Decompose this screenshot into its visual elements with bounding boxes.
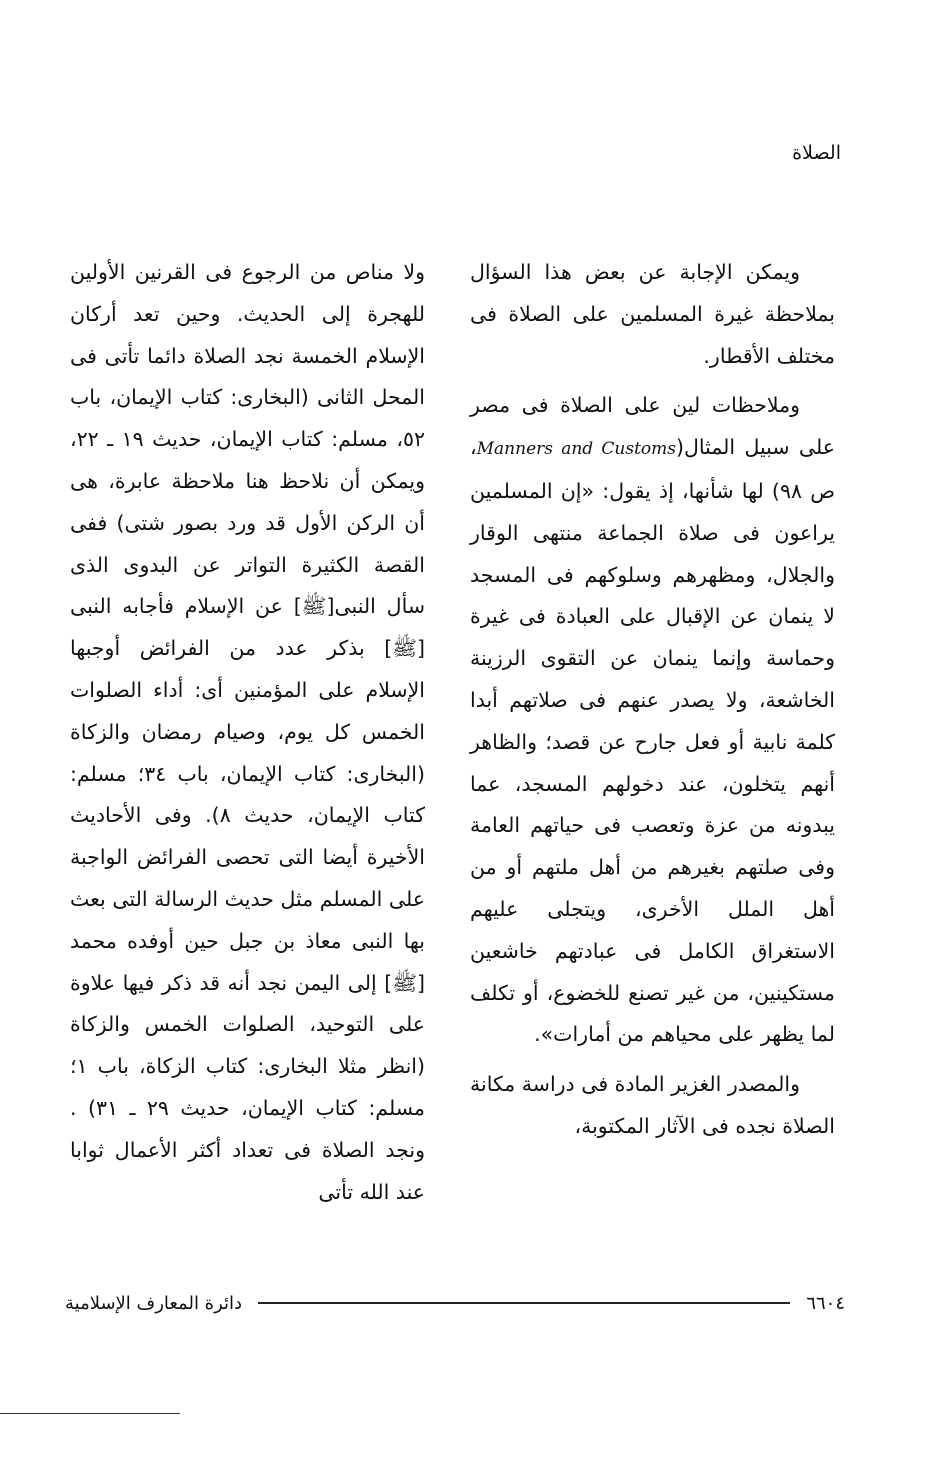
left-column	[70, 252, 425, 1213]
book-title-latin: Manners and Customs	[476, 439, 676, 460]
paragraph-3: والمصدر الغزير المادة فى دراسة مكانة الصلاة نجده فى الآثار المكتوبة،	[470, 1072, 835, 1138]
page-number: ٦٦٠٤	[806, 1292, 845, 1314]
page-footer	[65, 1288, 845, 1318]
running-header: الصلاة	[792, 142, 841, 164]
left-column-text: ولا مناص من الرجوع فى القرنين الأولين للهجرة إلى الحديث. وحين تعد أركان الإسلام الخمسة نجد الصلاة دائما تأتى فى المحل الثانى (البخارى: كتاب الإيمان، باب ٥٢، مسلم: كتاب الإيمان، حديث ١٩ ـ ٢٢، ويمكن أن نلاحظ هنا ملاحظة عابرة، هى أن الركن الأول قد ورد بصور شتى) ففى القصة الكثيرة التواتر عن البدوى الذى سأل النبى[ﷺ] عن الإسلام فأجابه النبى [ﷺ] بذكر عدد من الفرائض أوجبها الإسلام على المؤمنين أى: أداء الصلوات الخمس كل يوم، وصيام رمضان والزكاة (البخارى: كتاب الإيمان، باب ٣٤؛ مسلم: كتاب الإيمان، حديث ٨). وفى الأحاديث الأخيرة أيضا التى تحصى الفرائض الواجبة على المسلم مثل حديث الرسالة التى بعث بها النبى معاذ بن جبل حين أوفده محمد [ﷺ] إلى اليمن نجد أنه قد ذكر فيها علاوة على التوحيد، الصلوات الخمس والزكاة (انظر مثلا البخارى: كتاب الزكاة، باب ١؛ مسلم: كتاب الإيمان، حديث ٢٩ ـ ٣١) . ونجد الصلاة فى تعداد أكثر الأعمال ثوابا عند الله تأتى	[70, 260, 425, 1204]
paragraph-2	[470, 385, 835, 1056]
right-column	[470, 252, 835, 1148]
paragraph-1: ويمكن الإجابة عن بعض هذا السؤال بملاحظة غيرة المسلمين على الصلاة فى مختلف الأقطار.	[470, 260, 835, 368]
paragraph-2-start: وملاحظات لين على الصلاة فى مصر على سبيل المثال(	[470, 393, 835, 460]
paragraph-2-rest: ، ص ٩٨) لها شأنها، إذ يقول: «إن المسلمين يراعون فى صلاة الجماعة منتهى الوقار والجلال، ومظهرهم وسلوكهم فى المسجد لا ينمان عن الإقبال على العبادة فى غيرة وحماسة وإنما ينمان عن التقوى الرزينة الخاشعة، ولا يصدر عنهم فى صلاتهم أبدا كلمة نابية أو فعل جارح عن قصد؛ والظاهر أنهم يتخلون، عند دخولهم المسجد، عما يبدونه من عزة وتعصب فى حياتهم العامة وفى صلتهم بغيرهم من أهل ملتهم أو من أهل الملل الأخرى، ويتجلى عليهم الاستغراق الكامل فى عبادتهم خاشعين مستكينين، من غير تصنع للخضوع، أو تكلف لما يظهر على محياهم من أمارات».	[470, 435, 835, 1047]
footer-rule	[258, 1302, 790, 1304]
footer-title: دائرة المعارف الإسلامية	[65, 1292, 243, 1314]
scan-edge-line	[0, 1413, 180, 1414]
